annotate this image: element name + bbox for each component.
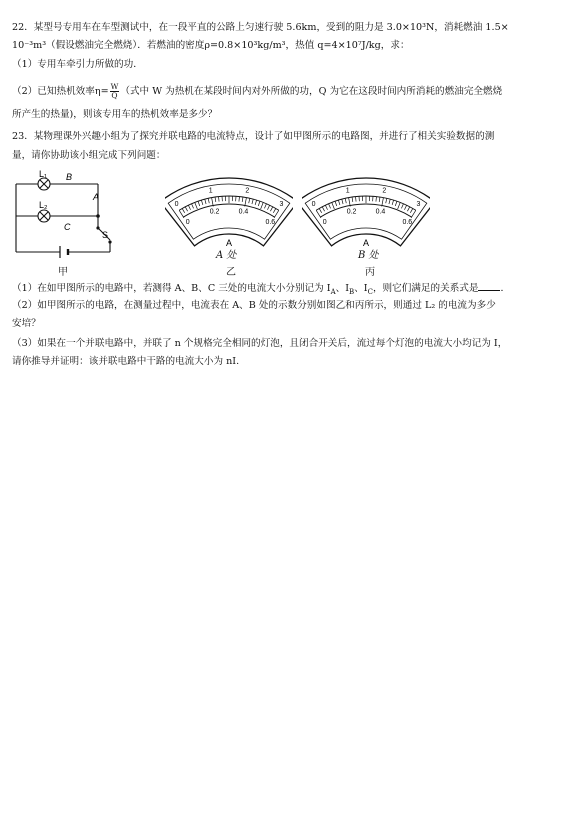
q22-part-1: （1）专用车牵引力所做的功．	[12, 59, 143, 70]
caption-yi: 乙	[226, 267, 236, 278]
switch-contact-dot	[108, 240, 111, 243]
meter-tick	[335, 201, 337, 206]
meter-bottom-tick-label: 0.4	[375, 208, 386, 216]
meter-tick	[192, 204, 194, 209]
meter-tick	[410, 208, 412, 212]
ammeter-yi	[165, 172, 293, 252]
meter-tick	[319, 208, 321, 212]
meter-tick	[332, 202, 335, 209]
meter-inner-frame	[168, 184, 290, 239]
circuit-diagram	[10, 170, 122, 262]
q22-line-2: 10⁻³m³（假设燃油完全燃烧）．若燃油的密度ρ=0.8×10³kg/m³，热值 q=4×10⁷J/kg，求：	[12, 40, 410, 51]
q23-part-1-end: ．	[500, 283, 511, 294]
meter-tick	[322, 207, 324, 211]
meter-tick	[252, 199, 253, 204]
meter-top-tick-label: 2	[245, 187, 250, 195]
label-l1: L₁	[39, 170, 48, 179]
meter-tick	[205, 199, 206, 204]
meter-tick	[352, 197, 353, 202]
q23-part-1-m2: 、I	[354, 283, 368, 294]
q23-part-2-line-2: 安培？	[12, 318, 41, 329]
meter-tick	[356, 197, 357, 202]
meter-inner-frame	[305, 184, 427, 239]
meter-tick	[342, 199, 343, 204]
meter-tick	[338, 200, 339, 205]
meter-bottom-tick-label: 0	[322, 218, 327, 226]
q22-line-1: 22．某型号专用车在车型测试中，在一段平直的公路上匀速行驶 5.6km，受到的阻力是 3.0×10³N，消耗燃油 1.5×	[12, 22, 509, 33]
meter-bottom-tick-label: 0.2	[209, 208, 220, 216]
q23-part-2-line-1: （2）如甲图所示的电路，在测量过程中，电流表在 A、B 处的示数分别如图乙和丙所示，则通过 L₂ 的电流为多少	[12, 300, 496, 311]
ammeter-bing	[302, 172, 430, 252]
meter-unit-label: A	[362, 238, 370, 248]
meter-bottom-tick-label: 0	[185, 218, 190, 226]
q22-part-2-post: （式中 W 为热机在某段时间内对外所做的功，Q 为它在这段时间内所消耗的燃油完全燃烧	[120, 86, 503, 97]
meter-tick	[182, 208, 184, 212]
label-c: C	[64, 222, 71, 232]
meter-tick	[188, 205, 190, 210]
meter-tick	[267, 205, 269, 210]
switch-pivot-dot	[96, 226, 99, 229]
meter-tick	[215, 197, 216, 202]
meter-tick	[249, 198, 250, 203]
label-s: S	[102, 230, 109, 240]
meter-tick	[261, 202, 264, 209]
meter-top-tick-label: 0	[311, 201, 316, 209]
q23-part-3-line-2: 请你推导并证明：该并联电路中干路的电流大小为 nI.	[12, 356, 240, 367]
caption-bing: 丙	[365, 267, 375, 278]
meter-top-tick-label: 3	[279, 201, 284, 209]
meter-tick	[398, 202, 401, 209]
meter-tick	[198, 201, 200, 206]
fraction-denominator: Q	[111, 91, 118, 100]
meter-tick	[264, 204, 266, 209]
meter-tick	[185, 207, 187, 211]
meter-unit-label: A	[225, 238, 233, 248]
efficiency-fraction	[110, 83, 120, 100]
sub-c: C	[367, 287, 373, 296]
q23-line-2: 量，请你协助该小组完成下列问题：	[12, 150, 166, 161]
meter-top-tick-label: 2	[382, 187, 387, 195]
q23-part-1-pre: （1）在如甲图所示的电路中，若测得 A、B、C 三处的电流大小分别记为 I	[12, 283, 331, 294]
label-b: B	[66, 172, 73, 182]
meter-tick	[329, 204, 331, 209]
meter-tick	[407, 207, 409, 211]
meter-tick	[316, 210, 321, 218]
meter-scale-inner	[183, 204, 274, 217]
meter-tick	[376, 197, 377, 202]
meter-tick	[386, 198, 387, 203]
meter-bottom-tick-label: 0.2	[346, 208, 357, 216]
meter-tick	[411, 210, 416, 218]
meter-top-tick-label: 0	[174, 201, 179, 209]
meter-tick	[274, 210, 279, 218]
label-a-position: A 处	[216, 250, 237, 261]
answer-blank[interactable]	[478, 281, 500, 291]
meter-bottom-tick-label: 0.6	[402, 218, 413, 226]
meter-top-tick-label: 1	[208, 187, 213, 195]
q23-part-3-line-1: （3）如果在一个并联电路中，并联了 n 个规格完全相同的灯泡，且闭合开关后，流过每个灯泡的电流大小均记为 I，	[12, 338, 508, 349]
q22-part-2-pre: （2）已知热机效率η=	[12, 86, 109, 97]
junction-dot	[96, 214, 100, 218]
meter-tick	[389, 199, 390, 204]
meter-tick	[239, 197, 240, 202]
q23-part-1-m1: 、I	[335, 283, 350, 294]
meter-tick	[392, 200, 393, 205]
caption-jia: 甲	[58, 267, 68, 278]
q22-part-2	[12, 83, 502, 100]
sub-b: B	[349, 287, 355, 296]
fraction-numerator: W	[110, 82, 119, 91]
q22-part-2-line-2: 所产生的热量)，则该专用车的热机效率是多少？	[12, 109, 218, 120]
meter-tick	[195, 202, 198, 209]
meter-tick	[242, 197, 243, 202]
meter-tick	[395, 201, 397, 206]
q23-line-1: 23．某物理课外兴趣小组为了探究并联电路的电流特点，设计了如甲图所示的电路图，并进行了相关实验数据的测	[12, 131, 495, 142]
meter-tick	[345, 198, 346, 203]
meter-tick	[219, 197, 220, 202]
meter-tick	[255, 200, 256, 205]
meter-tick	[401, 204, 403, 209]
meter-tick	[379, 197, 380, 202]
meter-tick	[273, 208, 275, 212]
meter-tick	[270, 207, 272, 211]
meter-tick	[404, 205, 406, 210]
q23-part-1	[12, 281, 510, 298]
q23-part-1-post: ，则它们满足的关系式是	[372, 283, 479, 294]
figures-row	[10, 170, 570, 278]
meter-scale-inner	[320, 204, 411, 217]
meter-top-tick-label: 3	[416, 201, 421, 209]
label-b-position: B 处	[358, 250, 379, 261]
label-l2: L₂	[39, 200, 48, 210]
meter-tick	[179, 210, 184, 218]
label-a: A	[93, 192, 100, 202]
meter-tick	[258, 201, 260, 206]
sub-a: A	[330, 287, 336, 296]
meter-top-tick-label: 1	[345, 187, 350, 195]
meter-bottom-tick-label: 0.6	[265, 218, 276, 226]
meter-tick	[208, 198, 209, 203]
meter-tick	[325, 205, 327, 210]
meter-bottom-tick-label: 0.4	[238, 208, 249, 216]
meter-tick	[201, 200, 202, 205]
